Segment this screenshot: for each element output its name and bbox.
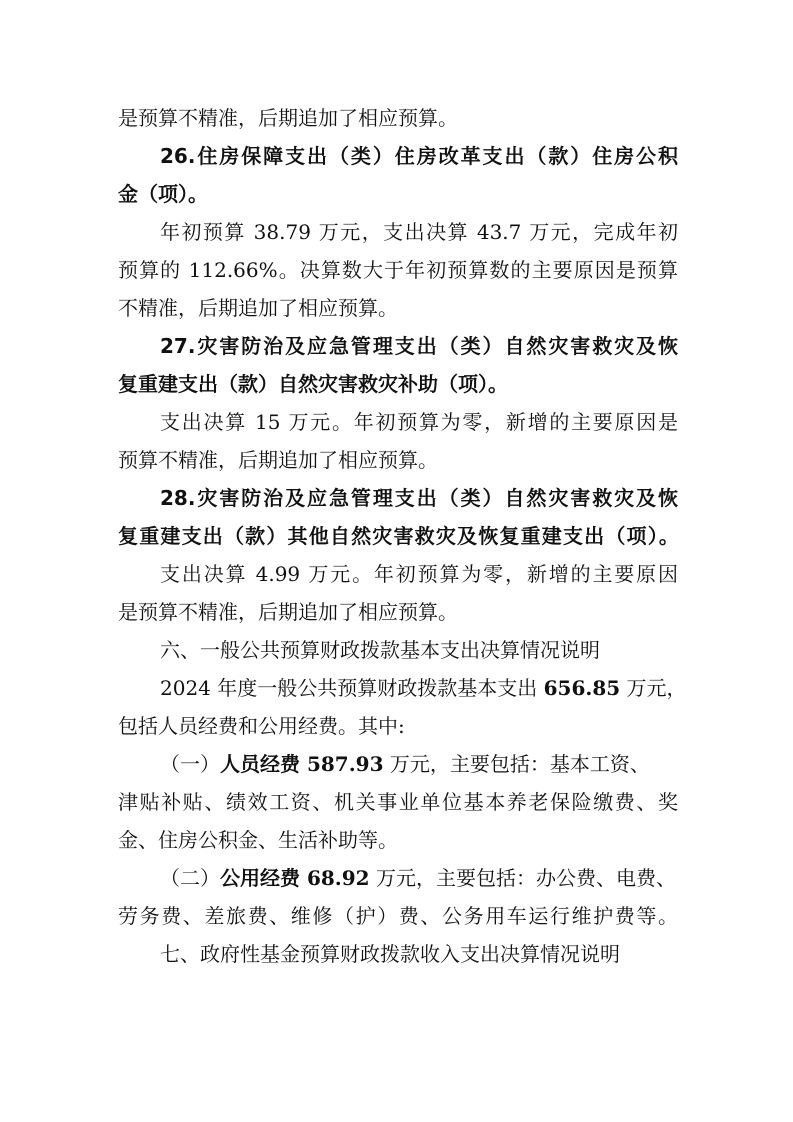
section-heading-28: 28.灾害防治及应急管理支出（类）自然灾害救灾及恢 — [160, 486, 678, 510]
text-line: 年初预算 38.79 万元，支出决算 43.7 万元，完成年初 — [160, 220, 678, 244]
section-heading-27: 27.灾害防治及应急管理支出（类）自然灾害救灾及恢 — [160, 334, 678, 358]
text-line: 包括人员经费和公用经费。其中: — [118, 714, 405, 738]
personnel-label: 人员经费 — [220, 752, 300, 776]
section-heading-27-cont: 复重建支出（款）自然灾害救灾补助（项）。 — [118, 372, 508, 396]
chapter-heading-7: 七、政府性基金预算财政拨款收入支出决算情况说明 — [160, 942, 620, 966]
basic-expense-pre: 2024 年度一般公共预算财政拨款基本支出 — [160, 676, 544, 700]
text-line: 预算不精准，后期追加了相应预算。 — [118, 448, 438, 472]
text-line: 金、住房公积金、生活补助等。 — [118, 828, 398, 852]
basic-expense-line — [118, 669, 687, 707]
public-amount: 68.92 — [300, 866, 370, 890]
public-post: 万元，主要包括：办公费、电费、 — [369, 866, 676, 890]
text-line: 是预算不精准，后期追加了相应预算。 — [118, 600, 458, 624]
personnel-post: 万元，主要包括：基本工资、 — [383, 752, 650, 776]
personnel-expense-line — [118, 745, 678, 783]
personnel-amount: 587.93 — [300, 752, 384, 776]
text-line: 是预算不精准，后期追加了相应预算。 — [118, 106, 458, 130]
section-heading-26-cont: 金（项）。 — [118, 182, 208, 206]
text-line: 不精准，后期追加了相应预算。 — [118, 296, 398, 320]
public-expense-line — [118, 859, 678, 897]
basic-expense-post: 万元， — [620, 676, 687, 700]
public-prefix: （二） — [160, 866, 220, 890]
chapter-heading-6: 六、一般公共预算财政拨款基本支出决算情况说明 — [160, 638, 600, 662]
text-line: 劳务费、差旅费、维修（护）费、公务用车运行维护费等。 — [118, 904, 678, 928]
section-heading-28-cont: 复重建支出（款）其他自然灾害救灾及恢复重建支出（项）。 — [118, 524, 678, 548]
text-line: 津贴补贴、绩效工资、机关事业单位基本养老保险缴费、奖 — [118, 790, 678, 814]
personnel-prefix: （一） — [160, 752, 220, 776]
section-heading-26: 26.住房保障支出（类）住房改革支出（款）住房公积 — [160, 144, 678, 168]
text-line: 支出决算 4.99 万元。年初预算为零，新增的主要原因 — [160, 562, 678, 586]
text-line: 预算的 112.66%。决算数大于年初预算数的主要原因是预算 — [118, 258, 678, 282]
basic-expense-amount: 656.85 — [543, 676, 621, 700]
text-line: 支出决算 15 万元。年初预算为零，新增的主要原因是 — [160, 410, 678, 434]
document-page — [118, 99, 687, 973]
public-label: 公用经费 — [220, 866, 300, 890]
